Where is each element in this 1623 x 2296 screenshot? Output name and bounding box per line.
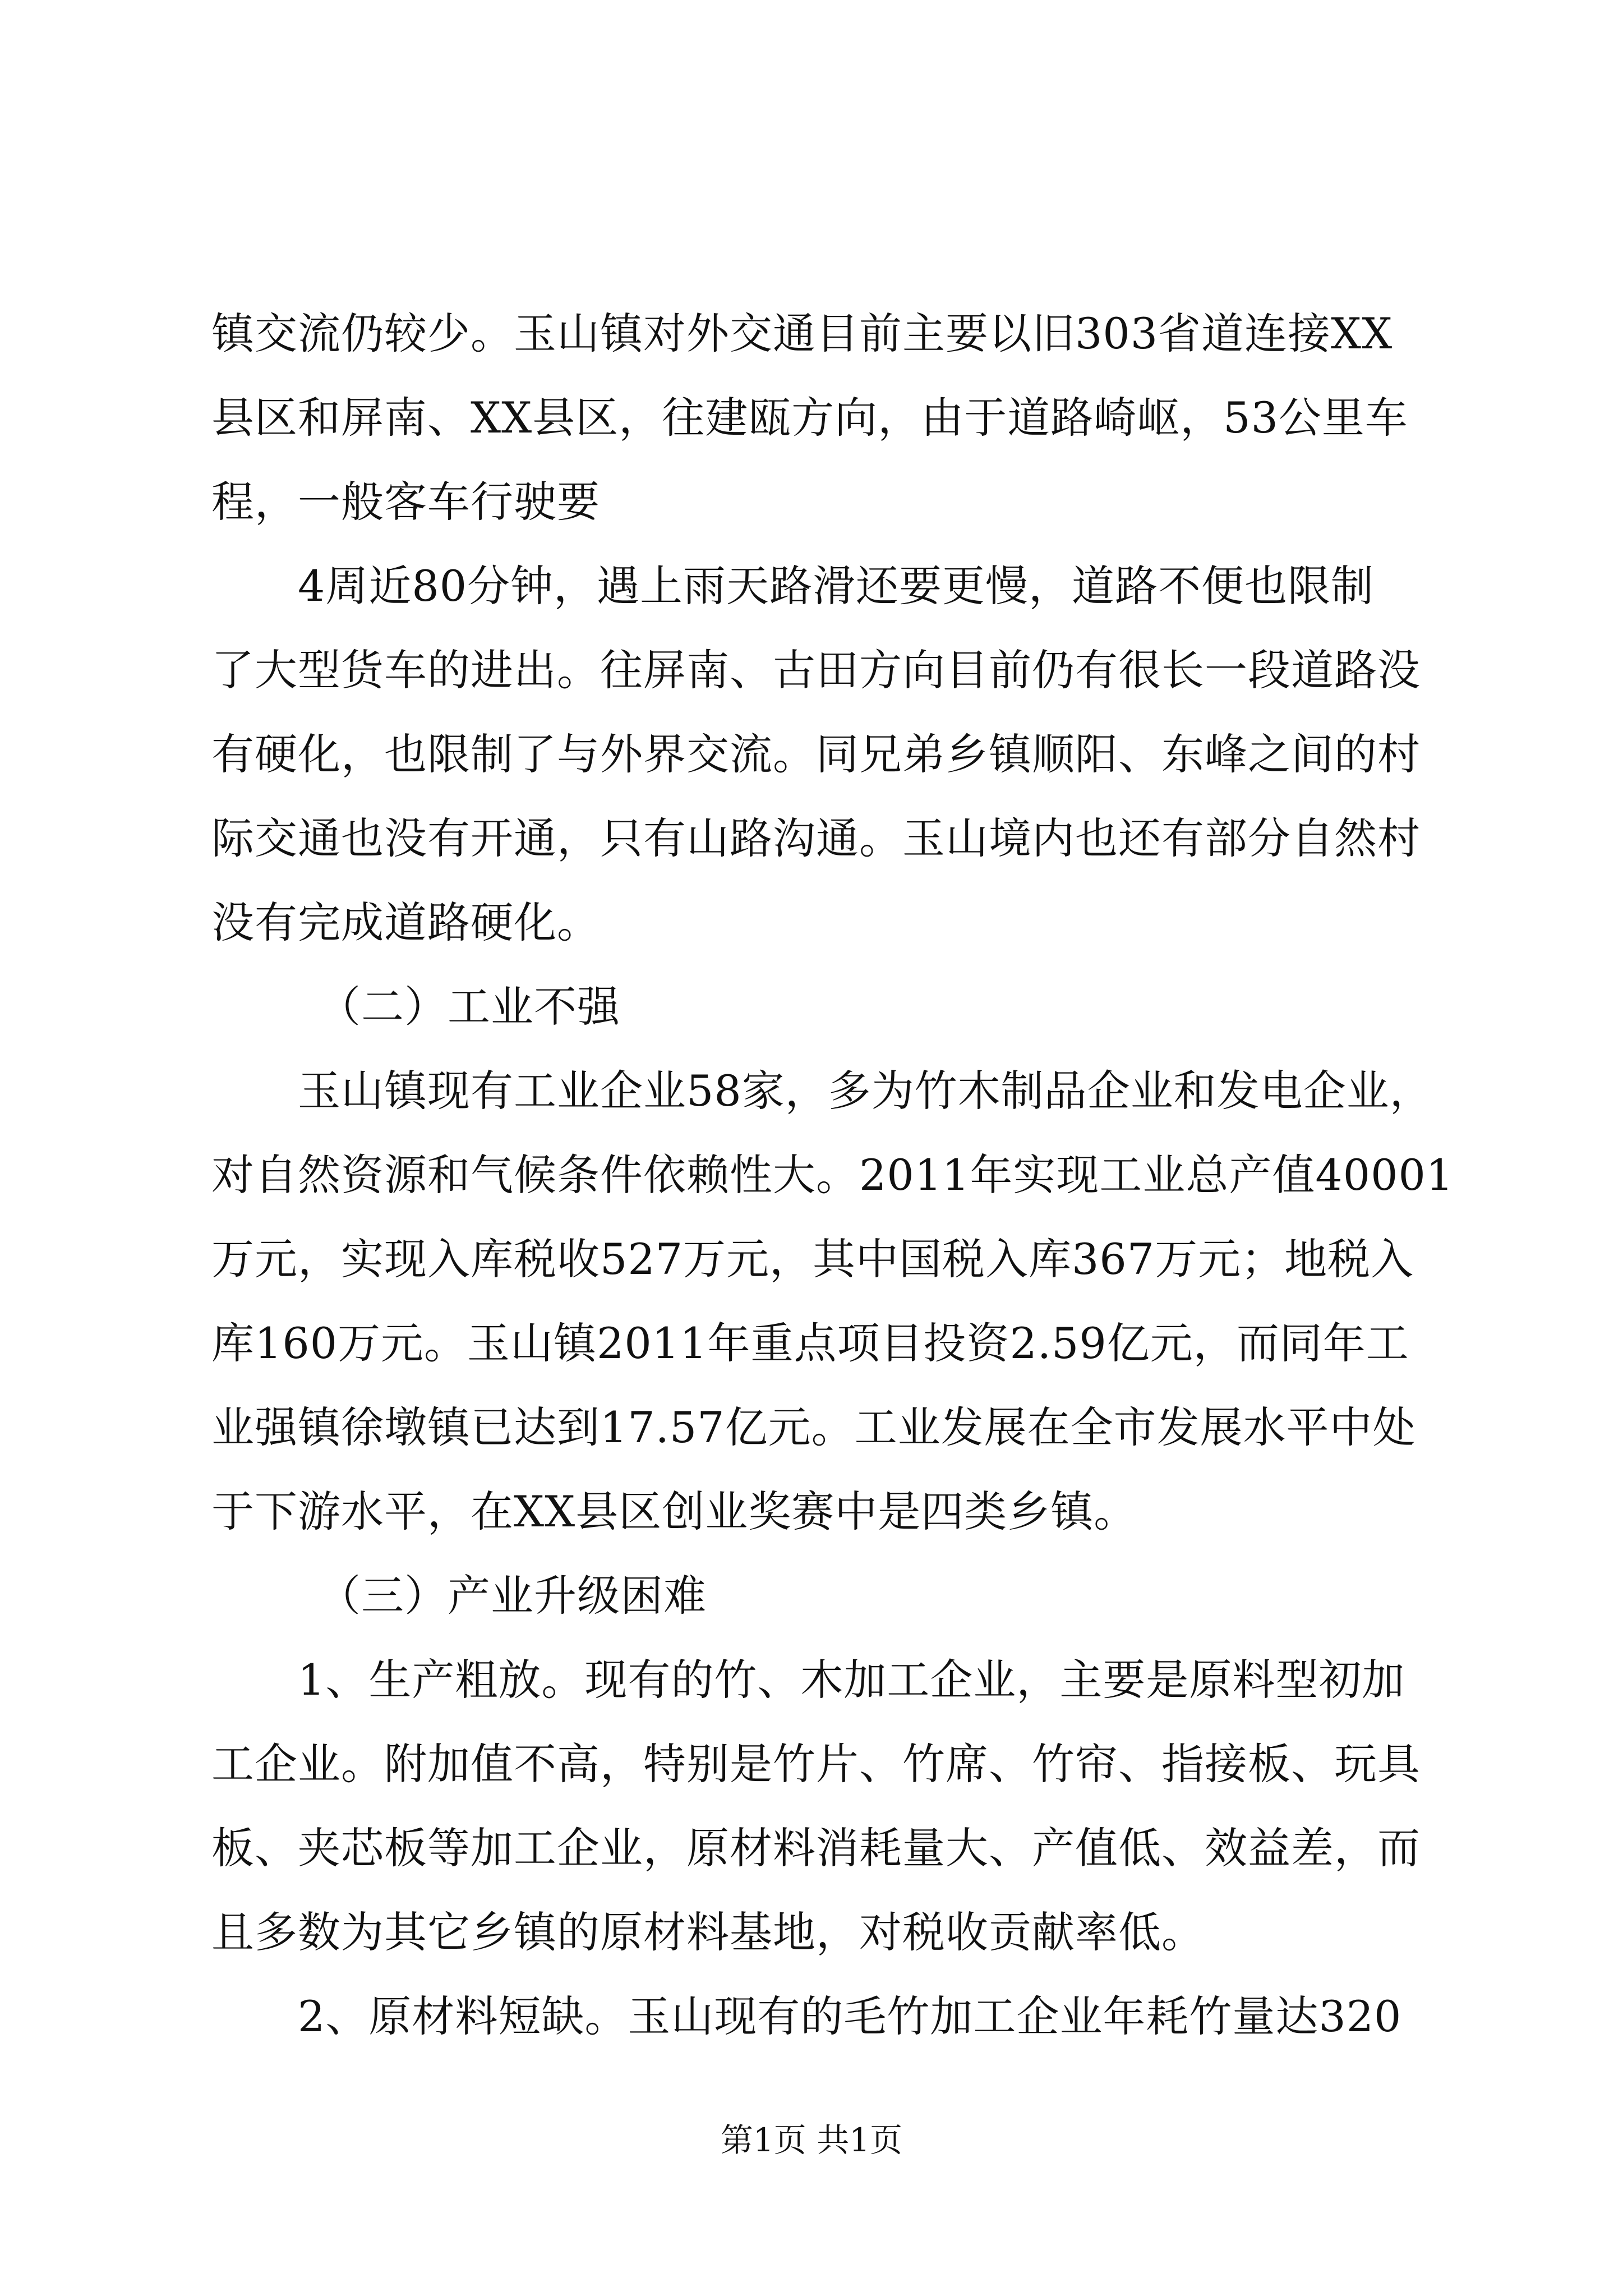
text-line: 万元，实现入库税收527万元，其中国税入库367万元；地税入 (211, 1234, 1414, 1284)
text-line: 了大型货车的进出。往屏南、古田方向目前仍有很长一段道路没 (211, 645, 1421, 695)
section-heading-industry: （二）工业不强 (318, 982, 620, 1032)
section-heading-upgrade: （三）产业升级困难 (318, 1571, 707, 1621)
text-line: 业强镇徐墩镇已达到17.57亿元。工业发展在全市发展水平中处 (211, 1402, 1416, 1452)
text-line: 板、夹芯板等加工企业，原材料消耗量大、产值低、效益差，而 (211, 1823, 1421, 1873)
text-line: 且多数为其它乡镇的原材料基地，对税收贡献率低。 (211, 1907, 1205, 1957)
text-line: 县区和屏南、XX县区，往建瓯方向，由于道路崎岖，53公里车 (211, 393, 1408, 443)
text-line: 库160万元。玉山镇2011年重点项目投资2.59亿元，而同年工 (211, 1318, 1409, 1368)
text-line: 镇交流仍较少。玉山镇对外交通目前主要以旧303省道连接XX (211, 309, 1393, 358)
text-line: 于下游水平，在XX县区创业奖赛中是四类乡镇。 (211, 1487, 1137, 1536)
page-footer: 第1页 共1页 (720, 2121, 903, 2159)
text-line: 没有完成道路硬化。 (211, 898, 600, 947)
paragraph-start-line: 1、生产粗放。现有的竹、木加工企业，主要是原料型初加 (298, 1655, 1405, 1705)
text-line: 工企业。附加值不高，特别是竹片、竹席、竹帘、指接板、玩具 (211, 1739, 1421, 1789)
text-line: 际交通也没有开通，只有山路沟通。玉山境内也还有部分自然村 (211, 813, 1421, 863)
body-text (211, 292, 1454, 2059)
paragraph-start-line: 2、原材料短缺。玉山现有的毛竹加工企业年耗竹量达320 (298, 1991, 1402, 2041)
text-line: 有硬化，也限制了与外界交流。同兄弟乡镇顺阳、东峰之间的村 (211, 729, 1421, 779)
paragraph-start-line: 玉山镇现有工业企业58家，多为竹木制品企业和发电企业， (298, 1066, 1433, 1116)
paragraph-start-line: 4周近80分钟，遇上雨天路滑还要更慢，道路不便也限制 (298, 561, 1375, 611)
text-line: 对自然资源和气候条件依赖性大。2011年实现工业总产值40001 (211, 1150, 1454, 1200)
text-line: 程，一般客车行驶要 (211, 477, 600, 527)
